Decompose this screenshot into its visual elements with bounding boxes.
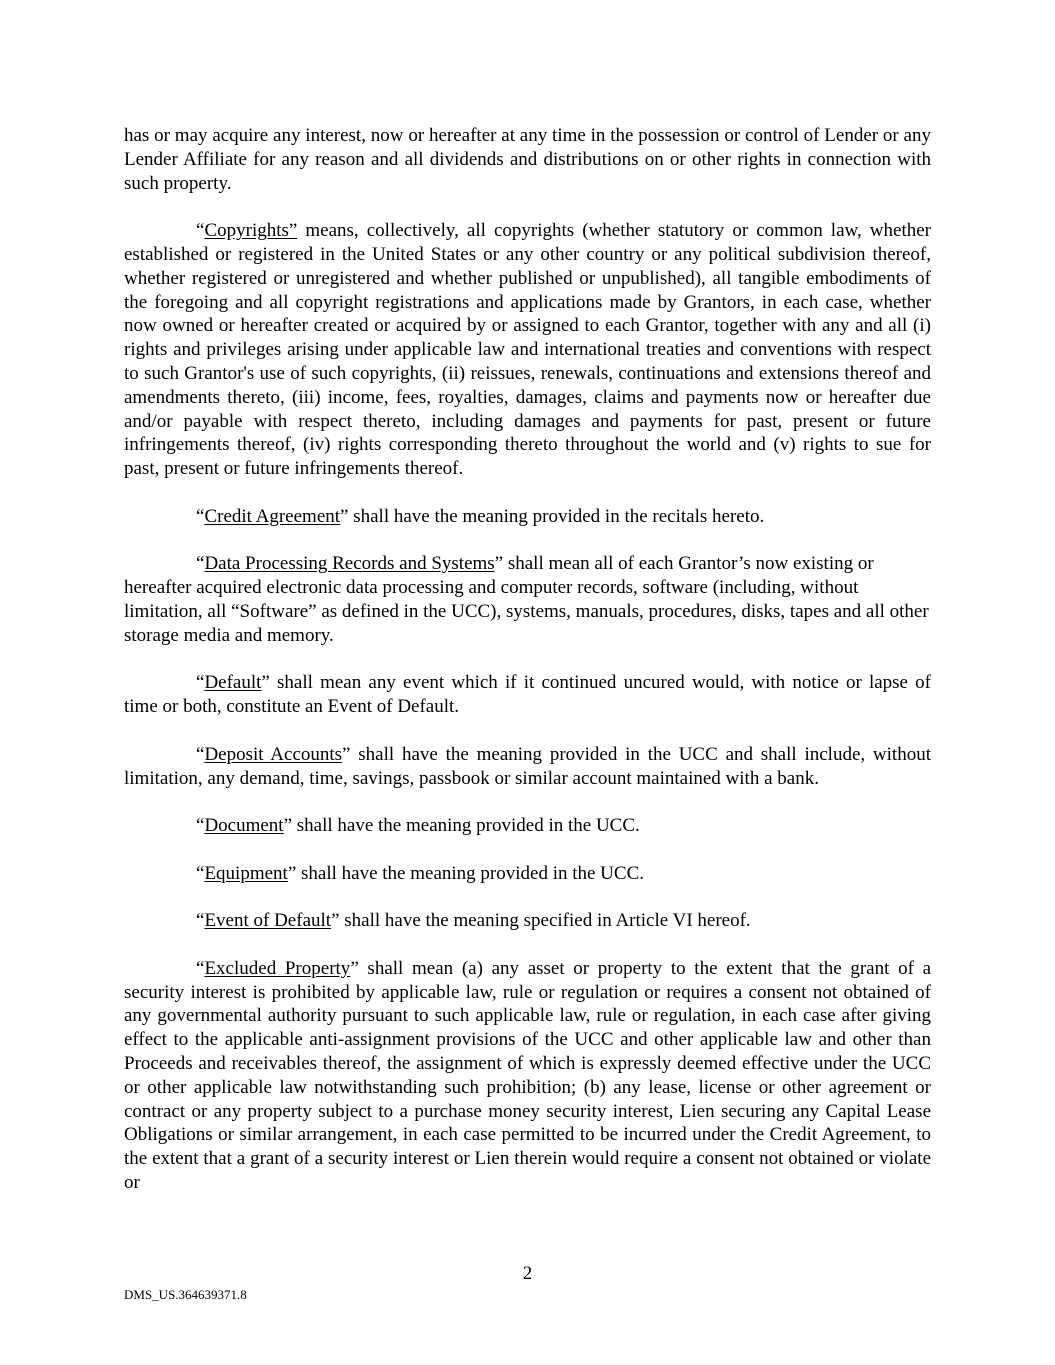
defined-term: Deposit Accounts [204,743,343,765]
definition-text: means, collectively, all copyrights (whether statutory or common law, whether established or registered in the United States or any other country or any political subdivision thereof, whether registered or unregistered and whether published or unpublished), all tangible embodiments of the foregoing and all copyright registrations and applications made by Grantors, in each case, whether now owned or hereafter created or acquired by or assigned to each Grantor, together with any and all (i) rights and privileges arising under applicable law and international treaties and conventions with respect to such Grantor's use of such copyrights, (ii) reissues, renewals, continuations and extensions thereof and amendments thereto, (iii) income, fees, royalties, damages, claims and payments now or hereafter due and/or payable with respect thereto, including damages and payments for past, present or future infringements thereof, (iv) rights corresponding thereto throughout the world and (v) rights to sue for past, present or future infringements thereof. [124,220,931,480]
definition-text: shall mean (a) any asset or property to the extent that the grant of a security interest is prohibited by applicable law, rule or regulation or requires a consent not obtained of any governmental authority pursuant to such applicable law, rule or regulation, in each case after giving effect to the applicable anti-assignment provisions of the UCC and other applicable law and other than Proceeds and receivables thereof, the assignment of which is expressly deemed effective under the UCC or other applicable law notwithstanding such prohibition; (b) any lease, license or other agreement or contract or any property subject to a purchase money security interest, Lien securing any Capital Lease Obligations or similar arrangement, in each case permitted to be incurred under the Credit Agreement, to the extent that a grant of a security interest or Lien therein would require a consent not obtained or violate or [124,957,932,1194]
close-quote: ” [331,910,340,932]
defined-term: Data Processing Records and Systems [204,553,495,575]
definition-deposit-accounts [124,743,931,791]
definition-text: shall mean any event which if it continued uncured would, with notice or lapse of time or both, constitute an Event of Default. [124,672,931,718]
defined-term: Credit Agreement [204,505,341,527]
definition-text: shall mean all of each Grantor’s now existing or hereafter acquired electronic data processing and computer records, software (including, without limitation, all “Software” as defined in the UCC), systems, manuals, procedures, disks, tapes and all other storage media and memory. [124,553,929,646]
close-quote: ” [287,862,297,884]
open-quote: “ [196,862,205,884]
close-quote: ” [261,672,270,694]
open-quote: “ [196,743,205,765]
definition-event-of-default [124,909,931,933]
definition-text: shall have the meaning provided in the UCC. [292,815,640,837]
defined-term: Copyrights” [204,220,298,242]
definition-data-processing-records [124,552,931,647]
defined-term: Excluded Property [204,957,351,979]
close-quote: ” [350,957,359,979]
defined-term: Default [204,672,262,694]
document-id: DMS_US.364639371.8 [124,1287,247,1302]
open-quote: “ [196,505,205,527]
defined-term: Equipment [204,862,288,884]
document-body [124,124,931,1219]
defined-term: Event of Default [204,910,332,932]
definition-excluded-property [124,957,931,1195]
open-quote: “ [196,672,205,694]
definition-document [124,814,931,838]
defined-term: Document [204,815,284,837]
definition-text: shall have the meaning provided in the recitals hereto. [348,505,765,527]
close-quote: ” [283,815,293,837]
definition-copyrights [124,219,931,481]
definition-default [124,671,931,719]
definition-credit-agreement [124,505,931,529]
open-quote: “ [196,815,205,837]
close-quote: ” [342,743,351,765]
continuation-paragraph: has or may acquire any interest, now or hereafter at any time in the possession or control of Lender or any Lender Affiliate for any reason and all dividends and distributions on or other rights in connection with such property. [124,125,931,194]
page-number: 2 [522,1263,533,1284]
open-quote: “ [196,220,205,242]
close-quote: ” [494,553,504,575]
open-quote: “ [196,553,205,575]
definition-equipment [124,862,931,886]
open-quote: “ [196,910,205,932]
definition-text: shall have the meaning provided in the UCC and shall include, without limitation, any demand, time, savings, passbook or similar account maintained with a bank. [124,743,931,789]
open-quote: “ [196,957,205,979]
definition-text: shall have the meaning specified in Article VI hereof. [339,910,751,932]
close-quote: ” [340,505,349,527]
definition-text: shall have the meaning provided in the UCC. [296,862,644,884]
